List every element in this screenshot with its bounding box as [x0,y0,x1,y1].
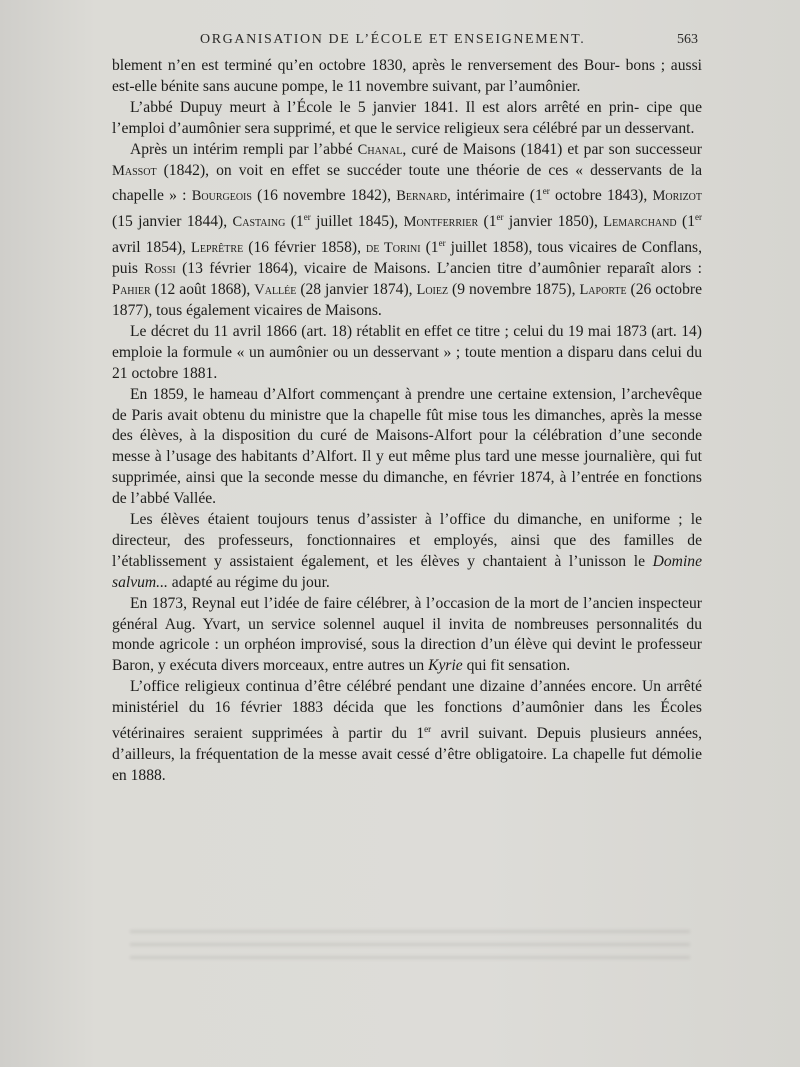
name-morizot: Morizot [652,188,703,205]
text-run: En 1873, Reynal eut l’idée de faire célébrer, à l’occasion de la mort de l’ancien inspecteur général Aug. Yvart, un service solennel auquel il invita de nombreuses personnalités du monde agricole : un orphéon improvisé, sous la direction d’un élève qui devint le professeur Baron, y exécuta divers morceaux, entre autres un [112,594,702,675]
text-run: (1 [285,213,304,231]
text-run: (28 janvier 1874), [296,281,417,299]
text-run: avril 1854), [112,239,191,257]
text-run: (16 février 1858), [243,239,367,257]
text-run: (16 novembre 1842), [251,187,397,205]
paragraph-2-line-1: L’abbé Dupuy meurt à l’École le 5 janvier 1841. Il est alors arrêté en prin- [130,98,640,116]
text-run: , intérimaire (1 [447,187,543,205]
name-vallee: Vallée [254,282,297,299]
paragraph-1-line-3: l’aumônier. [508,77,581,95]
text-run: (26 octobre 1877), tous également vicaires de Maisons. [112,281,703,319]
paragraph-1-line-1: blement n’en est terminé qu’en octobre 1830, après le renversement des Bour- [112,57,620,74]
page-header [110,32,710,54]
name-bourgeois: Bourgeois [191,188,252,205]
paragraph-2-line-3: célébré par un desservant. [532,119,695,137]
text-run: (1 [478,213,497,231]
page-number: 563 [677,32,698,47]
name-laporte: Laporte [579,282,627,299]
running-title: ORGANISATION DE L’ÉCOLE ET ENSEIGNEMENT. [200,32,586,47]
superscript: er [496,212,504,223]
name-montferrier: Montferrier [403,214,479,231]
paragraph-7 [112,594,702,678]
superscript: er [695,212,702,223]
name-bernard: Bernard [396,188,448,205]
superscript: er [542,186,550,197]
text-run: adapté au régime du jour. [167,573,330,591]
paragraph-1 [112,56,702,98]
name-pahier: Pahier [112,282,151,299]
text-run: (15 janvier 1844), [112,213,233,231]
show-through-text [130,920,690,990]
text-run: Après un intérim rempli par l’abbé [130,140,358,158]
text-run: (13 février 1864), vicaire de Maisons. L’ancien titre d’aumônier reparaît alors : [175,260,702,278]
name-rossi: Rossi [144,261,176,278]
superscript: er [438,238,446,249]
name-massot: Massot [112,162,157,179]
paragraph-2-line-2: cipe que l’emploi d’aumônier sera supprimé, et que le service religieux sera [112,98,702,137]
text-run: L’office religieux continua d’être célébré pendant une dizaine d’années encore. Un arrêté ministériel du 16 février 1883 décida que les fonctions d’aumônier dans les Écoles vétérinaires seraient supprimées à partir du 1 [112,678,702,743]
paragraph-4: Le décret du 11 avril 1866 (art. 18) rétablit en effet ce titre ; celui du 19 mai 1873 (art. 14) emploie la formule « un aumônier ou un desservant » ; toute mention a disparu dans celui du 21 octobre 1881. [112,322,702,382]
text-run: qui fit sensation. [462,657,571,675]
title-domine-salvum: Domine salvum... [112,552,702,591]
text-run: (12 août 1868), [150,281,255,299]
text-run: (1 [420,239,439,257]
name-lepretre: Leprêtre [190,240,244,257]
name-chanal: Chanal [357,141,403,158]
title-kyrie: Kyrie [428,657,463,675]
text-body [112,56,702,787]
text-run: Les élèves étaient toujours tenus d’assister à l’office du dimanche, en uniforme ; le directeur, des professeurs, fonctionnaires et employés, ainsi que des familles de l’établissement y assistaient également, et les élèves y chantaient à l’unisson le [112,511,702,570]
name-castaing: Castaing [232,214,286,231]
name-de-torini: de Torini [366,240,421,257]
paragraph-3 [112,140,702,322]
name-lemarchand: Lemarchand [603,214,677,231]
text-run: (1 [676,213,695,231]
text-run: juillet 1845), [310,213,404,231]
name-loiez: Loiez [416,282,449,299]
text-run: (9 novembre 1875), [448,281,580,299]
paragraph-2 [112,98,702,140]
text-run: janvier 1850), [503,213,604,231]
text-run: avril suivant. Depuis plusieurs années, d’ailleurs, la fréquentation de la messe avait cessé d’être obligatoire. La chapelle fut démolie en 1888. [112,725,703,784]
paragraph-8 [112,677,702,787]
text-run: octobre 1843), [549,187,653,205]
text-run: juillet 1858), tous vicaires de Conflans, puis [112,239,703,278]
text-run: (1842), on voit en effet se succéder toute une théorie de ces « desservants de la chapelle » : [112,161,702,205]
superscript: er [303,212,311,223]
paragraph-5: En 1859, le hameau d’Alfort commençant à prendre une certaine extension, l’archevêque de Paris avait obtenu du ministre que la chapelle fût mise tous les dimanches, après la messe des élèves, à la disposition du curé de Maisons-Alfort pour la célébration d’une seconde messe à l’usage des habitants d’Alfort. Il y eut même plus tard une messe journalière, qui fut supprimée, ainsi que la seconde messe du dimanche, en février 1874, à l’entrée en fonctions de l’abbé Vallée. [112,385,702,508]
text-run: , curé de Maisons (1841) et par son successeur [402,140,702,158]
paragraph-1-line-2: bons ; aussi est-elle bénite sans aucune pompe, le 11 novembre suivant, par [112,57,702,95]
paragraph-6 [112,510,702,594]
superscript: er [424,724,432,735]
